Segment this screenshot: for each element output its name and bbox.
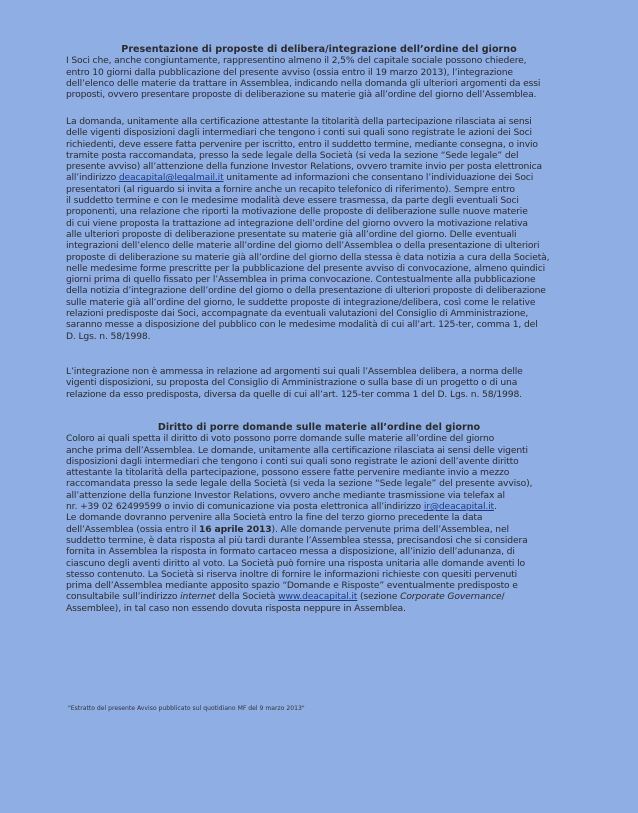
text-fragment: . [493, 501, 497, 513]
text-line: della notizia d’integrazione dell’ordine del giorno o della presentazione di ulteriori proposte di deliberazione [66, 285, 546, 297]
text-line: giorni prima di quello fissato per l’Assemblea in prima convocazione. Contestualmente alla pubblicazione [66, 274, 536, 286]
text-line: integrazioni dell’elenco delle materie all’ordine del giorno dell’Assemblea o della presentazione di ulteriori [66, 240, 540, 252]
deadline-date: 16 aprile 2013 [199, 523, 272, 535]
text-line-date [66, 524, 572, 535]
text-line: richiedenti, deve essere fatta pervenire per iscritto, entro il suddetto termine, mediante consegna, o invio [66, 138, 538, 150]
text-fragment: ). Alle domande pervenute prima dell’Assemblea, nel [271, 523, 509, 535]
text-line: stesso contenuto. La Società si riserva inoltre di fornire le informazioni richieste con quesiti pervenuti [66, 568, 517, 580]
paragraph-proposals-intro [66, 55, 572, 100]
section-questions [66, 422, 572, 614]
paragraph-integration-limits [66, 366, 572, 400]
text-line: proponenti, una relazione che riporti la motivazione delle proposte di deliberazione sulle nuove materie [66, 206, 528, 218]
text-line: proposte di deliberazione su materie già all’ordine del giorno della stessa è data notizia a cura della Società, [66, 251, 550, 263]
text-line: saranno messe a disposizione del pubblico con le medesime modalità di cui all’art. 125-ter, comma 1, del [66, 319, 538, 331]
legalmail-email-link[interactable]: deacapital@legalmail.it [118, 172, 224, 184]
text-line: di cui viene proposta la trattazione ad integrazione dell’ordine del giorno ovvero la motivazione relativa [66, 217, 528, 229]
text-line: Assemblee), in tal caso non essendo dovuta risposta neppure in Assemblea. [66, 602, 406, 614]
text-line: Coloro ai quali spetta il diritto di voto possono porre domande sulle materie all’ordine del giorno [66, 433, 495, 445]
text-line: proposti, ovvero presentare proposte di deliberazione su materie già all’ordine del giorno dell’Assemblea. [66, 89, 537, 101]
text-line: relazioni predisposte dai Soci, accompagnate da eventuali valutazioni del Consiglio di Amministrazione, [66, 308, 529, 320]
text-line: tramite posta raccomandata, presso la sede legale della Società (si veda la sezione “Sede legale” del [66, 149, 519, 161]
text-line: anche prima dell’Assemblea. Le domande, unitamente alla certificazione rilasciata ai sensi delle vigenti [66, 444, 528, 456]
text-line: disposizioni dagli intermediari che tengono i conti sui quali sono registrate le azioni dell’avente diritto [66, 455, 519, 467]
text-fragment: (sezione [357, 591, 401, 603]
text-line: ciascuno degli aventi diritto al voto. La Società può fornire una risposta unitaria alle domande aventi lo [66, 557, 525, 569]
text-line: alle ulteriori proposte di deliberazione presentate su materie già all’ordine del giorno. Delle eventuali [66, 228, 517, 240]
text-fragment: consultabile sull’indirizzo [66, 591, 181, 603]
text-line-fax [66, 501, 572, 512]
text-line: presentatori (al riguardo si invita a fornire anche un recapito telefonico di riferimento). Sempre entro [66, 183, 515, 195]
text-line: delle vigenti disposizioni dagli intermediari che tengono i conti sui quali sono registrate le azioni dei Soci [66, 127, 532, 139]
text-line: nelle medesime forme prescritte per la pubblicazione del presente avviso di convocazione, almeno quindici [66, 262, 545, 274]
section-title-proposals: Presentazione di proposte di delibera/integrazione dell’ordine del giorno [121, 44, 517, 55]
text-line: il suddetto termine e con le medesime modalità deve essere trasmessa, da parte degli eventuali Soci [66, 195, 519, 207]
text-line: D. Lgs. n. 58/1998. [66, 330, 151, 342]
footnote: "Estratto del presente Avviso pubblicato sul quotidiano MF del 9 marzo 2013" [68, 705, 305, 712]
ir-email-link[interactable]: ir@deacapital.it [423, 501, 494, 513]
text-line-email [66, 172, 572, 183]
text-fragment: all’indirizzo [66, 172, 119, 184]
text-line: fornita in Assemblea la risposta in formato cartaceo messa a disposizione, all’inizio dell’adunanza, di [66, 546, 515, 558]
text-line: relazione da esso predisposta, diversa da quelle di cui all’art. 125-ter comma 1 del D. Lgs. n. 58/1998. [66, 388, 522, 400]
text-line-website [66, 591, 572, 602]
text-line: sulle materie già all’ordine del giorno, le suddette proposte di integrazione/delibera, così come le relative [66, 296, 536, 308]
section-title-questions: Diritto di porre domande sulle materie all’ordine del giorno [157, 422, 481, 433]
text-line: I Soci che, anche congiuntamente, rappresentino almeno il 2,5% del capitale sociale possono chiedere, [66, 55, 527, 67]
text-line: entro 10 giorni dalla pubblicazione del presente avviso (ossia entro il 19 marzo 2013), l’integrazione [66, 66, 513, 78]
text-line: presente avviso) all’attenzione della funzione Investor Relations, ovvero tramite invio per posta elettronica [66, 161, 542, 173]
text-fragment-italic: internet [180, 591, 216, 603]
section-proposals [66, 44, 572, 100]
text-line: L’integrazione non è ammessa in relazione ad argomenti sui quali l’Assemblea delibera, a norma delle [66, 366, 523, 377]
text-line: suddetto termine, è data risposta al più tardi durante l’Assemblea stessa, precisandosi che si considera [66, 534, 528, 546]
text-line: attestante la titolarità della partecipazione, possono essere fatte pervenire mediante invio a mezzo [66, 467, 510, 479]
text-line: raccomandata presso la sede legale della Società (si veda la sezione “Sede legale” del presente avviso), [66, 478, 533, 490]
text-fragment: / [501, 591, 505, 603]
text-line: all’attenzione della funzione Investor Relations, ovvero anche mediante trasmissione via telefax al [66, 489, 505, 501]
website-link[interactable]: www.deacapital.it [278, 591, 358, 603]
text-line: dell’elenco delle materie da trattare in Assemblea, indicando nella domanda gli ulteriori argomenti da essi [66, 77, 541, 89]
text-fragment: dell’Assemblea (ossia entro il [66, 523, 200, 535]
text-fragment: nr. +39 02 62499599 o invio di comunicazione via posta elettronica all’indirizzo [66, 501, 424, 513]
paragraph-request-procedure [66, 116, 572, 342]
text-fragment: unitamente ad informazioni che consentano l’individuazione dei Soci [223, 172, 534, 184]
text-line: Le domande dovranno pervenire alla Società entro la fine del terzo giorno precedente la data [66, 512, 483, 524]
text-line: prima dell’Assemblea mediante apposito spazio “Domande e Risposte” eventualmente predisposto e [66, 580, 518, 592]
text-line: vigenti disposizioni, su proposta del Consiglio di Amministrazione o sulla base di un progetto o di una [66, 377, 518, 389]
text-line: La domanda, unitamente alla certificazione attestante la titolarità della partecipazione rilasciata ai sensi [66, 116, 532, 127]
text-fragment: della Società [215, 591, 279, 603]
text-fragment-italic: Corporate Governance [400, 591, 502, 603]
